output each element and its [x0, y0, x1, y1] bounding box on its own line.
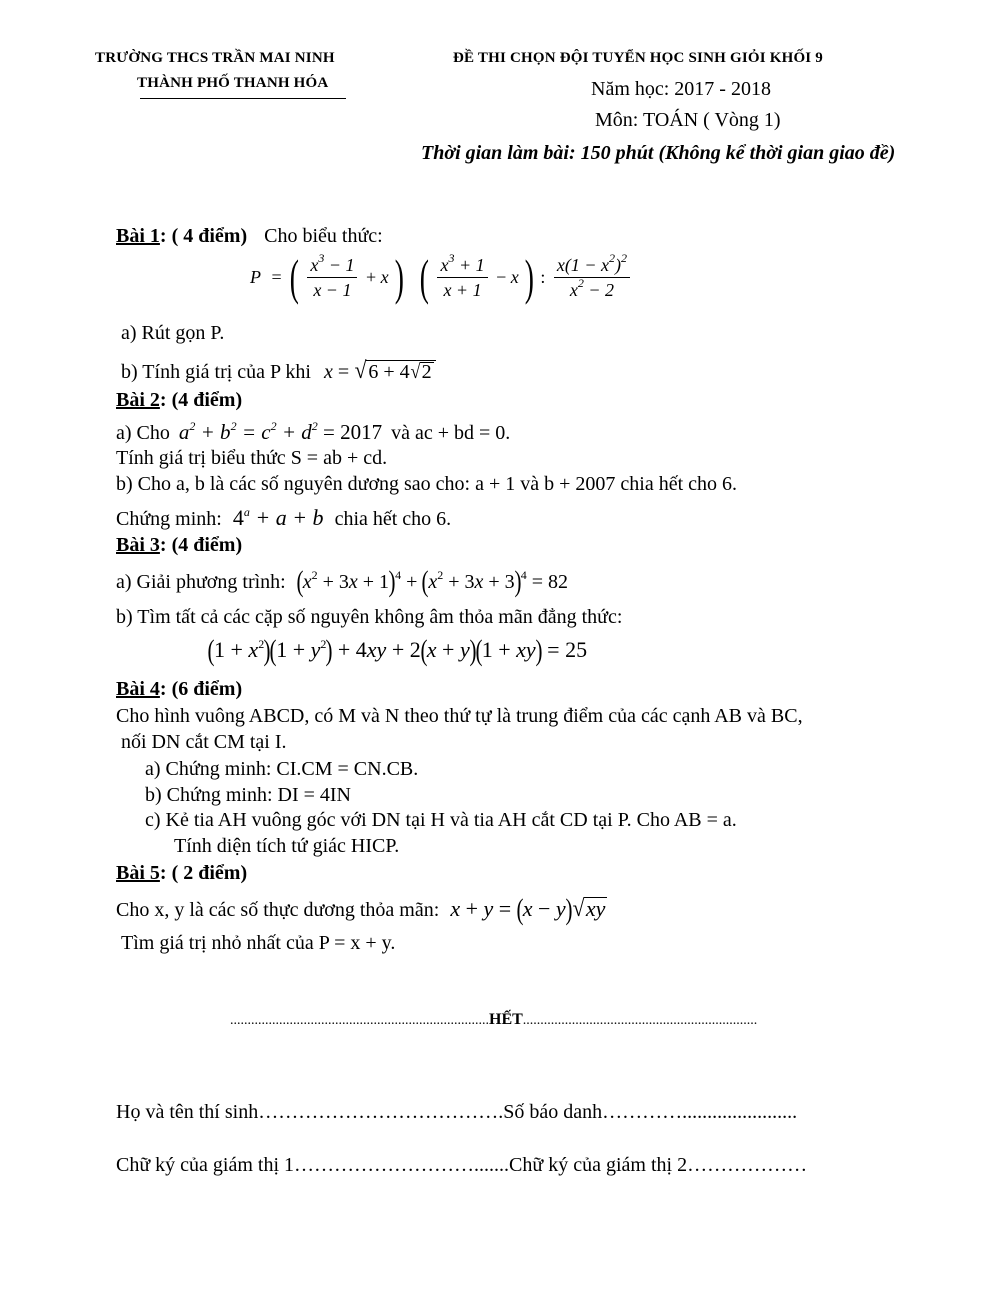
bai2-label: Bài 2	[116, 389, 160, 411]
bai4-heading	[116, 677, 242, 701]
bai2-part-a-line2: Tính giá trị biểu thức S = ab + cd.	[116, 447, 388, 469]
bai3-part-a-prefix: a) Giải phương trình:	[116, 571, 286, 593]
bai5-points: : ( 2 điểm)	[159, 862, 248, 884]
bai2-part-b-line2: Chứng minh: 4$^a$ + a + b chia hết cho 6.	[116, 505, 452, 530]
bai2-part-a-suffix: và ac + bd = 0.	[391, 422, 511, 444]
bai3-heading	[116, 533, 242, 557]
bai3-points: : (4 điểm)	[159, 534, 243, 556]
bai2-part-b-prefix: Chứng minh:	[116, 508, 222, 530]
bai1-heading	[116, 224, 383, 248]
exam-title: ĐỀ THI CHỌN ĐỘI TUYỂN HỌC SINH GIỎI KHỐI 9	[453, 50, 823, 66]
bai4-part-c2: Tính diện tích tứ giác HICP.	[174, 835, 400, 857]
bai5-line1-prefix: Cho x, y là các số thực dương thỏa mãn:	[116, 899, 440, 921]
bai4-line1: Cho hình vuông ABCD, có M và N theo thứ tự là trung điểm của các cạnh AB và BC,	[116, 705, 803, 727]
bai2-part-b-suffix: chia hết cho 6.	[334, 508, 452, 530]
subject: Môn: TOÁN ( Vòng 1)	[595, 109, 781, 131]
end-dots-right: ...................................................................	[522, 1013, 758, 1028]
school-name: TRƯỜNG THCS TRẦN MAI NINH	[95, 50, 335, 66]
bai2-points: : (4 điểm)	[159, 389, 243, 411]
bai5-line2: Tìm giá trị nhỏ nhất của P = x + y.	[121, 932, 396, 954]
end-text: HẾT	[489, 1011, 523, 1028]
bai5-line1: Cho x, y là các số thực dương thỏa mãn: x + y = (x − y)√xy	[116, 893, 606, 926]
bai4-line2: nối DN cắt CM tại I.	[121, 731, 287, 753]
bai1-part-b-text: b) Tính giá trị của P khi	[121, 361, 311, 383]
bai5-heading	[116, 861, 247, 885]
bai4-part-b: b) Chứng minh: DI = 4IN	[145, 784, 351, 806]
bai2-heading	[116, 388, 242, 412]
invigilator-signature-line: Chữ ký của giám thị 1……………………….......Chữ ký của giám thị 2………………	[116, 1154, 808, 1176]
bai1-expression: P = ( $\frac{x^3 - 1}{x - 1}$ + x ) ( $\frac{x^3 + 1}{x + 1}$ − x ) : $\frac{x(1 - x^2)^2}{x^2 - 2}$	[250, 252, 630, 302]
bai1-label: Bài 1	[116, 225, 160, 247]
bai5-label: Bài 5	[116, 862, 160, 884]
bai3-part-b-equation: $(1 + x^2)(1 + y^2) + 4xy + 2(x + y)(1 + xy) = 25$	[207, 634, 588, 667]
exam-time: Thời gian làm bài: 150 phút (Không kể thời gian giao đề)	[421, 142, 896, 164]
end-dots-left: ..........................................................................	[230, 1013, 489, 1028]
bai2-part-a-prefix: a) Cho	[116, 422, 170, 444]
header-underline	[140, 98, 346, 99]
bai4-part-c: c) Kẻ tia AH vuông góc với DN tại H và tia AH cắt CD tại P. Cho AB = a.	[145, 809, 737, 831]
bai1-part-b: b) Tính giá trị của P khi x = √6 + 4√2	[121, 359, 436, 384]
bai3-part-b: b) Tìm tất cả các cặp số nguyên không âm thỏa mãn đẳng thức:	[116, 606, 623, 628]
candidate-info-line: Họ và tên thí sinh……………………………….Số báo danh………….......................	[116, 1101, 798, 1123]
bai4-label: Bài 4	[116, 678, 160, 700]
bai1-part-a: a) Rút gọn P.	[121, 322, 225, 344]
bai2-part-a: a) Cho $a^2 + b^2 = c^2 + d^2 = 2017$ và ac + bd = 0.	[116, 419, 511, 444]
school-year: Năm học: 2017 - 2018	[591, 78, 771, 100]
bai1-points: : ( 4 điểm)	[159, 225, 248, 247]
bai4-part-a: a) Chứng minh: CI.CM = CN.CB.	[145, 758, 419, 780]
bai3-label: Bài 3	[116, 534, 160, 556]
end-marker	[230, 1010, 757, 1031]
bai4-points: : (6 điểm)	[159, 678, 243, 700]
bai3-part-a: a) Giải phương trình: $(x^2 + 3x + 1)^4 + (x^2 + 3x + 3)^4 = 82$	[116, 565, 568, 598]
bai1-intro: Cho biểu thức:	[264, 225, 383, 247]
city-name: THÀNH PHỐ THANH HÓA	[137, 75, 329, 91]
bai2-part-b-line1: b) Cho a, b là các số nguyên dương sao cho: a + 1 và b + 2007 chia hết cho 6.	[116, 473, 738, 495]
